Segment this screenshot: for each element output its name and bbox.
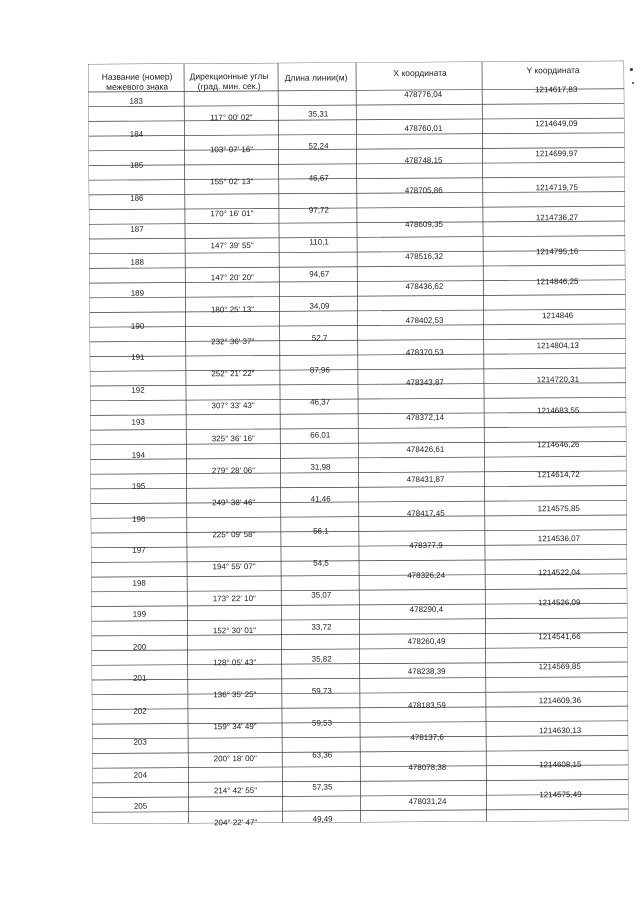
x-coordinate: 478426,61	[406, 444, 445, 454]
directional-angle: 225° 09' 58"	[212, 529, 256, 539]
scan-speck	[630, 68, 633, 71]
x-coordinate: 478238,39	[407, 666, 446, 676]
x-coordinate: 478031,24	[408, 796, 447, 807]
header-y-coordinate: Y координата	[526, 64, 580, 76]
y-coordinate: 1214804,13	[536, 341, 579, 351]
x-coordinate: 478748,15	[404, 155, 443, 166]
x-coordinate: 478402,53	[405, 316, 444, 326]
x-coordinate: 478436,62	[405, 282, 444, 292]
line-length: 33,72	[311, 622, 332, 632]
directional-angle: 128° 05' 43"	[213, 657, 257, 668]
y-coordinate: 1214683,55	[536, 405, 580, 415]
directional-angle: 249° 38' 46"	[212, 497, 256, 507]
point-name: 186	[130, 193, 144, 203]
point-name: 195	[131, 481, 146, 491]
line-length: 52,24	[308, 141, 329, 151]
x-coordinate: 478417,45	[406, 508, 445, 518]
y-coordinate: 1214630,13	[538, 725, 582, 736]
y-coordinate: 1214522,04	[537, 567, 581, 578]
y-coordinate: 1214719,75	[535, 183, 578, 193]
y-coordinate: 1214720,31	[536, 375, 580, 385]
column-line	[624, 61, 629, 821]
y-coordinate: 1214536,07	[537, 533, 581, 543]
line-length: 31,98	[310, 462, 331, 472]
y-coordinate: 1214646,26	[537, 439, 580, 449]
y-coordinate: 1214846	[541, 311, 574, 321]
point-name: 199	[132, 609, 147, 619]
directional-angle: 147° 20' 20"	[210, 273, 254, 283]
y-coordinate: 1214541,66	[538, 631, 581, 642]
line-length: 57,35	[312, 782, 333, 792]
point-name: 192	[131, 386, 145, 396]
line-length: 59,73	[311, 686, 332, 696]
point-name: 184	[129, 129, 144, 139]
directional-angle: 170° 16' 01"	[210, 209, 254, 219]
line-length: 52,7	[311, 333, 328, 344]
x-coordinate: 478326,24	[407, 570, 446, 580]
line-length: 34,09	[309, 301, 330, 311]
point-name: 194	[131, 450, 146, 460]
point-name: 201	[133, 673, 147, 683]
line-length: 49,49	[312, 814, 333, 824]
line-length: 87,96	[309, 365, 330, 376]
point-name: 193	[131, 417, 145, 427]
line-length: 97,72	[308, 205, 329, 215]
line-length: 94,67	[309, 269, 330, 279]
x-coordinate: 478516,32	[405, 252, 444, 262]
line-length: 56,1	[313, 526, 329, 536]
y-coordinate: 1214526,09	[538, 597, 581, 608]
x-coordinate: 478760,01	[404, 123, 443, 134]
line-length: 54,5	[313, 558, 329, 568]
point-name: 189	[130, 288, 145, 299]
x-coordinate: 478183,59	[407, 700, 446, 710]
point-name: 197	[132, 545, 146, 555]
header-point-name: Название (номер) межевого знака	[101, 71, 173, 92]
point-name: 187	[130, 224, 144, 234]
directional-angle: 325° 36' 16"	[211, 433, 255, 443]
point-name: 183	[129, 96, 143, 106]
x-coordinate: 478343,87	[406, 378, 444, 388]
directional-angle: 204° 22' 47"	[214, 818, 258, 828]
y-coordinate: 1214795,16	[535, 247, 579, 257]
line-length: 66,01	[310, 430, 331, 440]
line-length: 46,37	[310, 397, 331, 408]
directional-angle: 136° 35' 25"	[213, 689, 257, 700]
y-coordinate: 1214614,72	[537, 469, 580, 479]
line-length: 35,31	[308, 109, 329, 119]
y-coordinate: 1214569,85	[538, 661, 581, 672]
directional-angle: 117° 00' 02"	[210, 113, 253, 123]
directional-angle: 159° 34' 49"	[213, 721, 257, 732]
x-coordinate: 478705,86	[404, 185, 443, 196]
x-coordinate: 478370,53	[405, 348, 444, 358]
point-name: 202	[133, 706, 147, 716]
y-coordinate: 1214608,15	[539, 760, 582, 770]
line-length: 63,36	[312, 750, 333, 760]
x-coordinate: 478776,04	[404, 89, 443, 100]
directional-angle: 307° 33' 43"	[211, 401, 255, 411]
y-coordinate: 1214699,97	[535, 149, 578, 159]
directional-angle: 103° 07' 16"	[209, 145, 254, 155]
point-name: 204	[133, 770, 148, 780]
x-coordinate: 478372,14	[406, 412, 445, 422]
line-length: 46,67	[308, 173, 329, 183]
directional-angle: 194° 55' 07"	[212, 561, 256, 571]
x-coordinate: 478609,35	[405, 220, 443, 230]
x-coordinate: 478260,49	[407, 636, 446, 646]
x-coordinate: 478377,9	[409, 540, 443, 550]
line-length: 110,1	[309, 237, 329, 247]
x-coordinate: 478078,38	[408, 762, 447, 773]
x-coordinate: 478137,6	[410, 732, 444, 743]
y-coordinate: 1214575,85	[537, 503, 580, 513]
x-coordinate: 478290,4	[409, 604, 444, 614]
directional-angle: 279° 28' 06"	[211, 465, 256, 475]
directional-angle: 252° 21' 22"	[211, 369, 255, 379]
point-name: 203	[133, 737, 147, 747]
header-directional-angle: Дирекционные углы (град. мин. сек.)	[189, 70, 269, 92]
point-name: 196	[132, 514, 146, 524]
directional-angle: 214° 42' 55"	[213, 786, 258, 796]
y-coordinate: 1214736,27	[535, 213, 579, 223]
point-name: 188	[130, 257, 144, 267]
directional-angle: 173° 22' 10"	[212, 593, 256, 604]
line-length: 59,53	[311, 718, 333, 728]
directional-angle: 180° 25' 13"	[210, 305, 255, 315]
header-x-coordinate: X координата	[393, 67, 447, 79]
directional-angle: 155° 02' 13"	[210, 177, 254, 187]
line-length: 35,07	[311, 590, 332, 600]
directional-angle: 147° 39' 55"	[210, 241, 254, 251]
line-length: 35,82	[311, 654, 332, 664]
y-coordinate: 1214617,83	[534, 85, 578, 95]
x-coordinate: 478431,87	[406, 474, 445, 484]
point-name: 191	[131, 353, 145, 363]
point-name: 200	[132, 642, 147, 652]
point-name: 185	[129, 160, 144, 170]
point-name: 198	[132, 578, 146, 588]
scan-speck	[632, 82, 634, 84]
y-coordinate: 1214575,49	[539, 790, 582, 800]
column-line	[482, 62, 487, 822]
y-coordinate: 1214609,36	[538, 695, 582, 706]
header-line-length: Длина линии(м)	[284, 72, 348, 83]
y-coordinate: 1214649,09	[535, 119, 578, 129]
y-coordinate: 1214846,25	[536, 277, 579, 287]
directional-angle: 152° 30' 01"	[212, 625, 257, 636]
directional-angle: 232° 36' 37"	[211, 337, 255, 347]
point-name: 205	[133, 801, 148, 811]
point-name: 190	[130, 322, 145, 332]
boundary-points-table	[88, 61, 629, 828]
line-length: 41,46	[310, 494, 331, 504]
directional-angle: 200° 18' 00"	[213, 753, 257, 764]
